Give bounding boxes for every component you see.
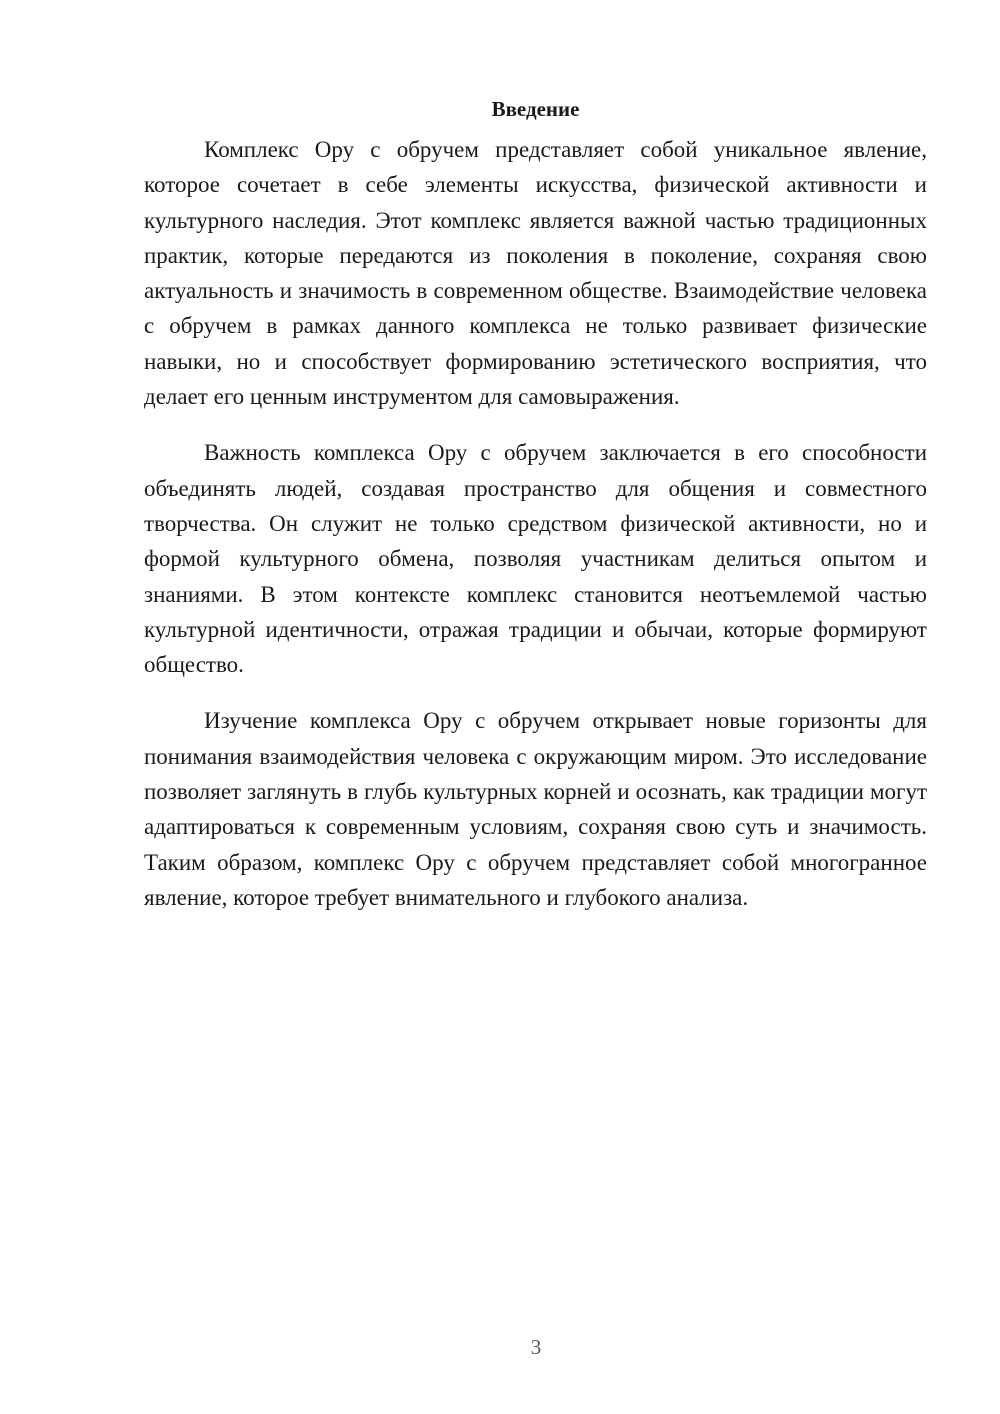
paragraph-3: Изучение комплекса Ору с обручем открывает новые горизонты для понимания взаимодействия человека с окружающим миром. Это исследование позволяет заглянуть в глубь культурных корней и осознать, как традиции могут адаптироваться к современным условиям, сохраняя свою суть и значимость. Таким образом, комплекс Ору с обручем представляет собой многогранное явление, которое требует внимательного и глубокого анализа. — [144, 708, 927, 910]
paragraph-2: Важность комплекса Ору с обручем заключается в его способности объединять людей, создавая пространство для общения и совместного творчества. Он служит не только средством физической активности, но и формой культурного обмена, позволяя участникам делиться опытом и знаниями. В этом контексте комплекс становится неотъемлемой частью культурной идентичности, отражая традиции и обычаи, которые формируют общество. — [144, 440, 927, 678]
page-title: Введение — [491, 97, 580, 121]
page-number: 3 — [530, 1335, 542, 1359]
page-content — [144, 92, 927, 915]
paragraph-1: Комплекс Ору с обручем представляет собой уникальное явление, которое сочетает в себе элементы искусства, физической активности и культурного наследия. Этот комплекс является важной частью традиционных практик, которые передаются из поколения в поколение, сохраняя свою актуальность и значимость в современном обществе. Взаимодействие человека с обручем в рамках данного комплекса не только развивает физические навыки, но и способствует формированию эстетического восприятия, что делает его ценным инструментом для самовыражения. — [144, 137, 927, 410]
